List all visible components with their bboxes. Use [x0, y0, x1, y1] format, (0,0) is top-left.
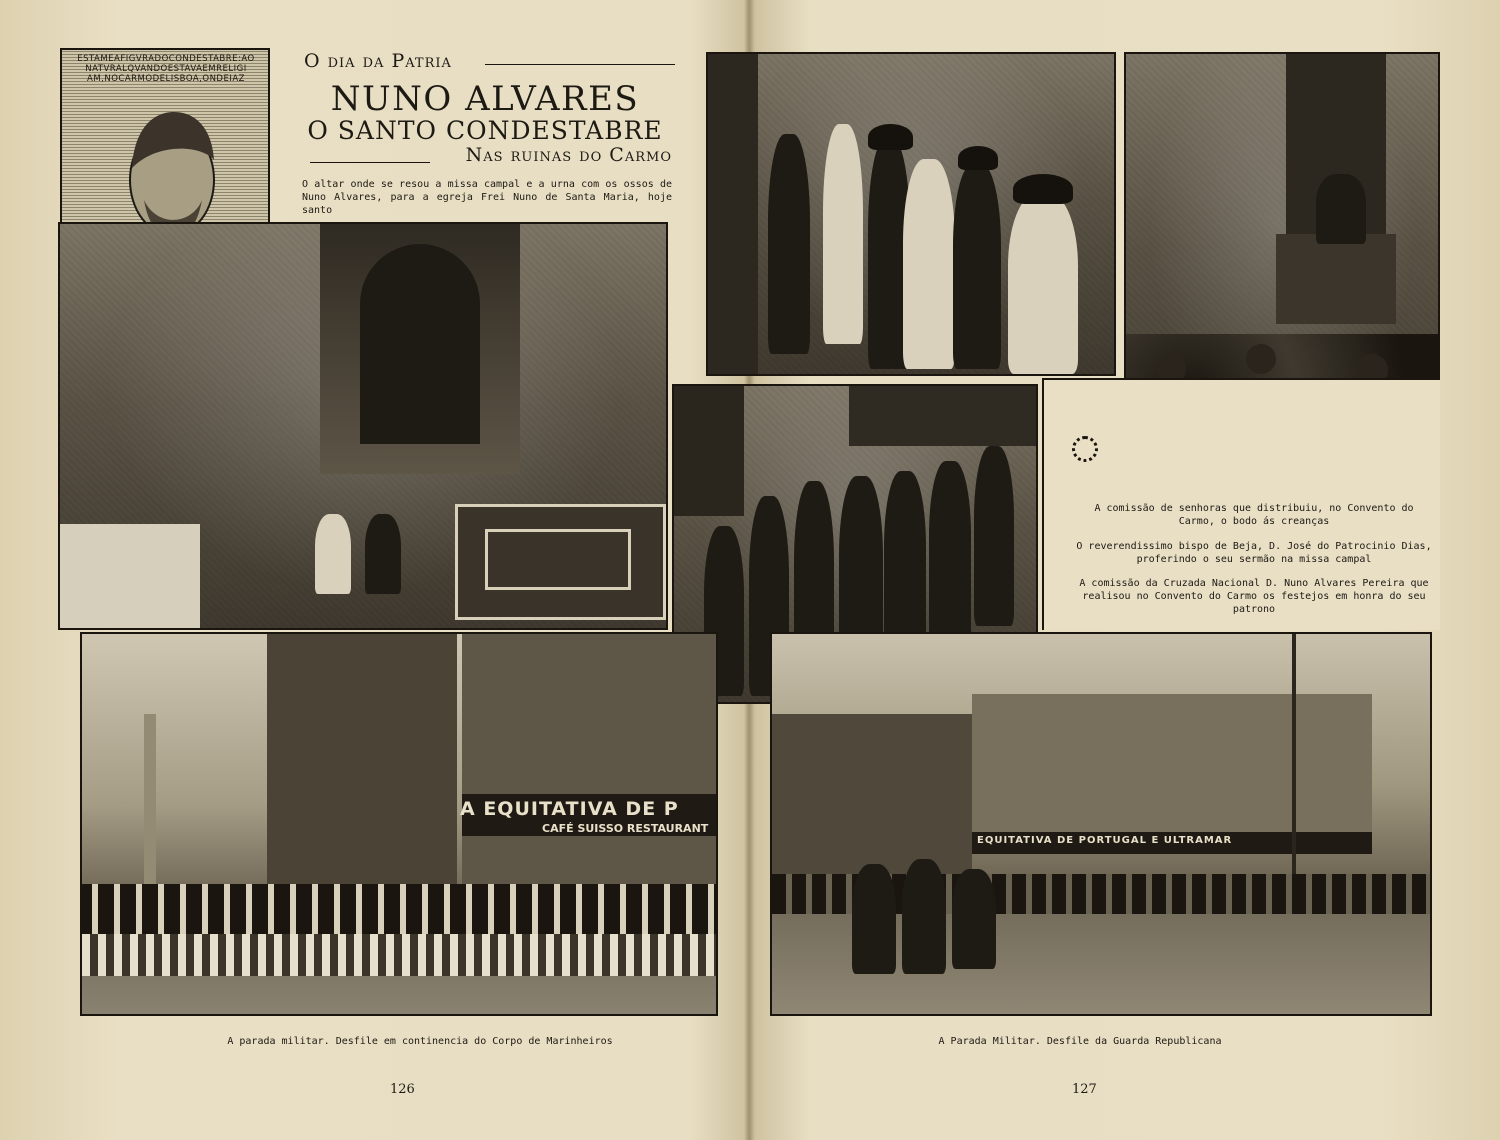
sailors-parade-caption: A parada militar. Desfile em continencia do Corpo de Marinheiros: [227, 1036, 613, 1047]
equitativa-sign-left: A EQUITATIVA DE P: [460, 798, 679, 820]
kicker-rule: [485, 64, 675, 65]
ornament-icon: [1072, 436, 1098, 462]
equitativa-sign-right: EQUITATIVA DE PORTUGAL E ULTRAMAR: [977, 835, 1233, 846]
sailors-parade-photo: [80, 632, 718, 1016]
guard-parade-caption: A Parada Militar. Desfile da Guarda Republicana: [938, 1036, 1222, 1047]
bishop-caption: O reverendissimo bispo de Beja, D. José do Patrocinio Dias, proferindo o seu sermão na missa campal: [1076, 541, 1432, 565]
page-number-left: 126: [390, 1082, 415, 1097]
altar-photo: [58, 222, 668, 630]
committee-caption: A comissão da Cruzada Nacional D. Nuno Alvares Pereira que realisou no Convento do Carmo os festejos em honra do seu patrono: [1079, 578, 1429, 615]
place-heading: Nas ruinas do Carmo: [465, 144, 672, 166]
kicker: O dia da Patria: [304, 50, 452, 72]
altar-caption: O altar onde se resou a missa campal e a urna com os ossos de Nuno Alvares, para a egreja Frei Nuno de Santa Maria, hoje santo: [302, 179, 672, 216]
ladies-commission-photo: [706, 52, 1116, 376]
cafe-sign: CAFÉ SUISSO RESTAURANT: [542, 822, 709, 835]
republican-guard-parade-photo: [770, 632, 1432, 1016]
article-subtitle: O SANTO CONDESTABRE: [307, 116, 663, 145]
page-number-right: 127: [1072, 1082, 1097, 1097]
article-title: NUNO ALVARES: [330, 79, 640, 119]
ladies-caption: A comissão de senhoras que distribuiu, no Convento do Carmo, o bodo ás creanças: [1094, 503, 1414, 527]
portrait-inscription: ESTAMEAFIGVRADOCONDESTABRE:AO NATVRALQVANDOESTAVAEMRELIGI AM,NOCARMODELISBOA,ONDEIAZ: [77, 54, 255, 84]
article-heading: [290, 46, 680, 216]
place-rule: [310, 162, 430, 163]
caption-box: [1042, 378, 1440, 630]
